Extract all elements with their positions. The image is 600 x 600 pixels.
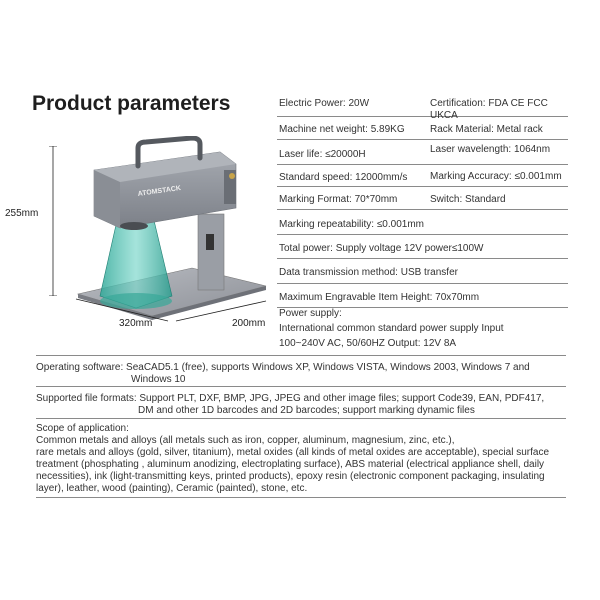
param-row	[277, 93, 568, 121]
software-line1: Operating software: SeaCAD5.1 (free), supports Windows XP, Windows VISTA, Windows 2003, Windows 7 and	[36, 362, 530, 373]
param-row	[277, 117, 568, 140]
scope-line1: Common metals and alloys (all metals such as iron, copper, aluminum, magnesium, zinc, etc.),	[36, 435, 455, 446]
height-dimension-line	[48, 146, 58, 296]
column	[198, 214, 224, 290]
scope-label: Scope of application:	[36, 423, 129, 434]
scope-of-application	[36, 423, 566, 495]
scope-line2: rare metals and alloys (gold, silver, titanium), metal oxides (all kinds of metal oxides are acceptable), special surface	[36, 447, 550, 458]
dimension-height: 255mm	[5, 208, 39, 219]
power-knob	[229, 173, 235, 179]
param-certification: Certification: FDA CE FCC UKCA	[430, 98, 548, 121]
param-row	[277, 259, 568, 284]
param-row	[277, 140, 568, 165]
param-max-item-height: Maximum Engravable Item Height: 70x70mm	[279, 292, 480, 303]
param-rack-material: Rack Material: Metal rack	[430, 124, 543, 135]
brand-text: ATOMSTACK	[137, 184, 182, 198]
param-row	[277, 165, 568, 187]
param-power-supply-label: Power supply:	[279, 308, 342, 319]
base-dimension-lines	[70, 295, 270, 325]
param-total-power: Total power: Supply voltage 12V power≤100W	[279, 243, 484, 254]
formats-line2: DM and other 1D barcodes and 2D barcodes; support marking dynamic files	[138, 405, 475, 416]
param-switch: Switch: Standard	[430, 194, 506, 205]
scope-line3: treatment (phosphating , aluminum anodizing, electroplating surface), ABS material (electrical appliance shell, daily	[36, 459, 545, 470]
param-electric-power: Electric Power: 20W	[279, 98, 370, 109]
usb-port	[206, 234, 214, 250]
param-row	[277, 235, 568, 259]
divider	[36, 418, 566, 419]
param-row	[277, 187, 568, 210]
param-row	[277, 284, 568, 308]
param-row	[277, 210, 568, 235]
dimension-depth: 200mm	[232, 318, 266, 329]
param-net-weight: Machine net weight: 5.89KG	[279, 124, 405, 135]
param-marking-repeatability: Marking repeatability: ≤0.001mm	[279, 219, 424, 230]
software-line2: Windows 10	[131, 374, 186, 385]
param-power-supply-line2: 100~240V AC, 50/60HZ Output: 12V 8A	[279, 338, 457, 349]
param-data-transmission: Data transmission method: USB transfer	[279, 267, 458, 278]
param-laser-wavelength: Laser wavelength: 1064nm	[430, 144, 551, 155]
divider	[36, 386, 566, 387]
supported-file-formats	[36, 393, 566, 417]
param-power-supply-line1: International common standard power supply Input	[279, 323, 504, 334]
param-marking-format: Marking Format: 70*70mm	[279, 194, 398, 205]
page-title: Product parameters	[32, 92, 231, 115]
formats-line1: Supported file formats: Support PLT, DXF, BMP, JPG, JPEG and other image files; support Code39, EAN, PDF417,	[36, 393, 545, 404]
param-marking-accuracy: Marking Accuracy: ≤0.001mm	[430, 171, 562, 182]
lens	[120, 222, 148, 230]
operating-software	[36, 362, 566, 386]
param-laser-life: Laser life: ≤20000H	[279, 149, 366, 160]
parameter-table	[277, 93, 568, 354]
divider	[36, 497, 566, 498]
param-standard-speed: Standard speed: 12000mm/s	[279, 172, 408, 183]
divider	[36, 355, 566, 356]
dimension-width: 320mm	[119, 318, 153, 329]
scope-line5: layer), leather, wood (painting), Ceramic (painted), stone, etc.	[36, 483, 308, 494]
param-row-power-supply	[277, 308, 568, 354]
scope-line4: necessities), ink (light-transmitting keys, printed products), epoxy resin (electronic component packaging, insulating	[36, 471, 545, 482]
